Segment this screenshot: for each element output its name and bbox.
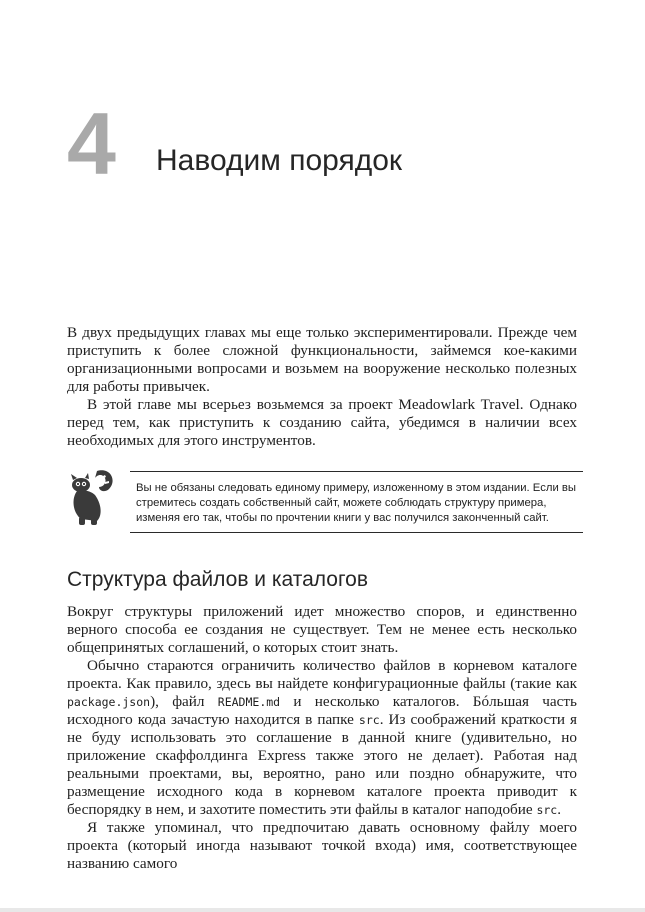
text-run: и несколько каталогов. Бóльшая часть исходного кода зачастую находится в папке <box>67 693 577 728</box>
chapter-number: 4 <box>67 94 116 193</box>
intro-text <box>67 324 577 450</box>
note-callout <box>67 463 577 533</box>
page-bottom-edge <box>0 908 645 912</box>
lemur-icon <box>67 465 115 527</box>
note-text: Вы не обязаны следовать единому примеру, изложенному в этом издании. Если вы стремитесь создать собственный сайт, можете соблюдать структуру примера, изменяя его так, чтобы по прочтении книги у вас получился законченный сайт. <box>130 471 583 533</box>
section-title: Структура файлов и каталогов <box>67 568 369 591</box>
text-run: Обычно стараются ограничить количество файлов в корневом каталоге проекта. Как правило, здесь вы найдете конфигурационные файлы (такие как <box>67 657 577 692</box>
intro-paragraph-2: В этой главе мы всерьез возьмемся за проект Meadowlark Travel. Однако перед тем, как приступить к созданию сайта, убедимся в наличии всех необходимых для этого инструментов. <box>67 396 577 449</box>
intro-paragraph-1: В двух предыдущих главах мы еще только экспериментировали. Прежде чем приступить к более сложной функциональности, займемся кое-какими организационными вопросами и возьмем на вооружение несколько полезных для работы привычек. <box>67 324 577 395</box>
chapter-title: Наводим порядок <box>156 144 403 177</box>
section-text <box>67 603 577 873</box>
section-paragraph-2 <box>67 657 577 819</box>
text-run: . <box>557 801 562 818</box>
section-paragraph-3: Я также упоминал, что предпочитаю давать основному файлу моего проекта (который иногда называют точкой входа) имя, соответствующее названию самого <box>67 819 577 872</box>
code-src: src <box>358 713 380 727</box>
code-package-json: package.json <box>67 695 151 709</box>
text-run: . Из соображений краткости я не буду использовать это соглашение в данной книге (удивительно, но приложение скаффолдинга Express также этого не делает). Работая над реальными проектами, вы, вероятно, рано или поздно обнаружите, что размещение исходного кода в корневом каталоге проекта приводит к беспорядку в нем, и захотите поместить эти файлы в каталог наподобие <box>67 711 577 818</box>
code-readme: README.md <box>217 695 281 709</box>
section-paragraph-1: Вокруг структуры приложений идет множество споров, и единственно верного способа ее создания не существует. Тем не менее есть несколько общепринятых соглашений, о которых стоит знать. <box>67 603 577 656</box>
text-run: ), файл <box>150 693 218 710</box>
code-src: src <box>536 803 558 817</box>
